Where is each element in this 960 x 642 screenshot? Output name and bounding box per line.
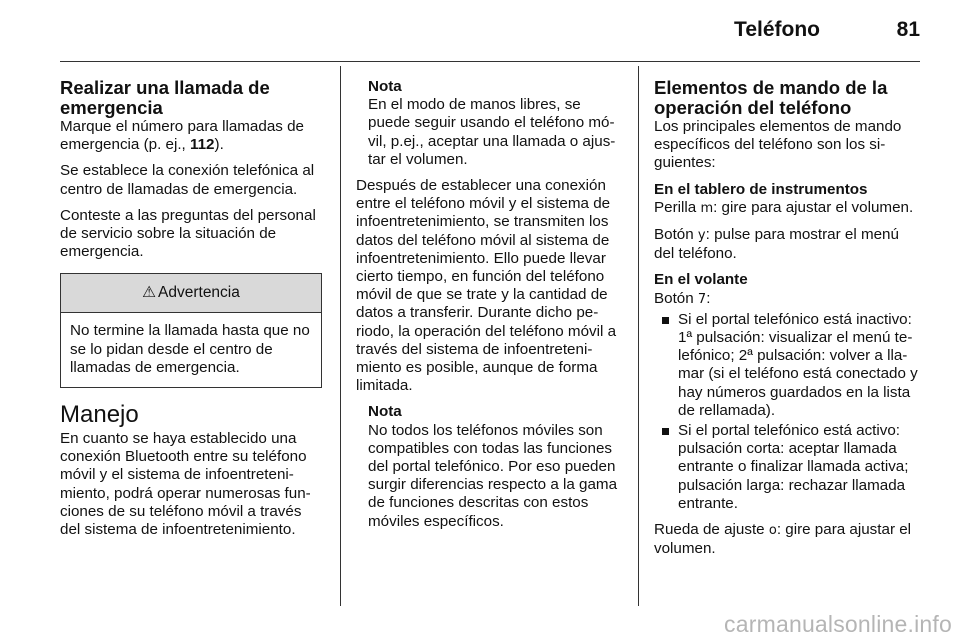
note-label: Nota xyxy=(368,78,402,95)
note-text: En el modo de manos libres, se puede seguir usando el teléfono móvil, p.ej., aceptar una llamada o ajustar el volumen. xyxy=(368,96,616,168)
paragraph: Rueda de ajuste o: gire para ajustar el volumen. xyxy=(654,521,912,558)
bullet-list xyxy=(654,311,922,513)
column-divider xyxy=(340,66,341,606)
section-heading-emergency: Realizar una llamada de emergencia xyxy=(60,77,270,118)
thumbwheel-icon: o xyxy=(768,523,777,539)
page-number: 81 xyxy=(896,18,920,41)
section-heading-controls: Elementos de mando de la operación del teléfono xyxy=(654,77,888,118)
paragraph: Se establece la conexión telefónica al centro de llamadas de emergencia. xyxy=(60,162,315,198)
list-item: Si el portal telefónico está inactivo: 1ª pulsación: visualizar el menú telefónico; 2ª pulsación: volver a llamar (si el teléfono está conectado y hay números guardados en la lista de rellamada). xyxy=(654,311,922,420)
paragraph: Conteste a las preguntas del personal de servicio sobre la situación de emergencia. xyxy=(60,206,316,261)
warning-header xyxy=(61,274,321,313)
list-item: Si el portal telefónico está activo: pulsación corta: aceptar llamada entrante o finalizar llamada activa; pulsación larga: rechazar llamada entrante. xyxy=(654,422,922,513)
header-divider xyxy=(60,61,920,62)
phone-button-icon: y xyxy=(697,228,706,244)
warning-icon: ⚠ xyxy=(142,284,157,302)
paragraph: Perilla m: gire para ajustar el volumen. xyxy=(654,198,914,216)
page-header xyxy=(0,0,960,62)
emergency-number: 112 xyxy=(190,136,215,154)
paragraph: En cuanto se haya establecido una conexión Bluetooth entre su teléfono móvil y el sistema de infoentretenimiento, podrá operar numerosas funciones de su teléfono móvil a través del sistema de infoentretenimiento. xyxy=(60,430,311,539)
warning-body: No termine la llamada hasta que no se lo pidan desde el centro de llamadas de emergencia. xyxy=(70,322,310,376)
paragraph: Después de establecer una conexión entre el teléfono móvil y el sistema de infoentretenimiento, se transmiten los datos del teléfono móvil al sistema de infoentretenimiento. Ello puede llevar cierto tiempo, en función del teléfono móvil de que se trate y la cantidad de datos a transferir. Durante dicho periodo, la operación del teléfono móvil a través del sistema de infoentretenimiento es posible, aunque de forma limitada. xyxy=(356,177,617,395)
column-divider xyxy=(638,66,639,606)
power-knob-icon: m xyxy=(700,200,714,216)
note-label: Nota xyxy=(368,403,402,421)
bullet-icon xyxy=(662,428,669,435)
subheading-dashboard: En el tablero de instrumentos xyxy=(654,180,868,198)
column-middle xyxy=(356,78,622,539)
note-text: No todos los teléfonos móviles son compatibles con todas las funciones del portal telefónico. Por eso pueden surgir diferencias respecto a la gama de funciones descritas con estos móviles específicos. xyxy=(368,421,618,530)
paragraph: Botón 7: xyxy=(654,289,711,307)
paragraph: Marque el número para llamadas de emergencia (p. ej., 112). xyxy=(60,118,304,154)
bullet-icon xyxy=(662,317,669,324)
warning-box xyxy=(60,273,322,388)
steering-phone-button-icon: 7 xyxy=(697,291,707,307)
note-block xyxy=(368,78,622,169)
paragraph: Botón y: pulse para mostrar el menú del teléfono. xyxy=(654,226,899,263)
warning-title: Advertencia xyxy=(158,284,240,302)
column-right xyxy=(654,78,922,566)
column-left xyxy=(60,78,325,547)
paragraph: Los principales elementos de mando específicos del teléfono son los siguientes: xyxy=(654,118,902,172)
page-title: Teléfono xyxy=(734,18,820,41)
watermark: carmanualsonline.info xyxy=(724,611,952,637)
section-heading-manejo: Manejo xyxy=(60,401,139,429)
note-block xyxy=(368,403,622,530)
subheading-steering-wheel: En el volante xyxy=(654,271,748,289)
